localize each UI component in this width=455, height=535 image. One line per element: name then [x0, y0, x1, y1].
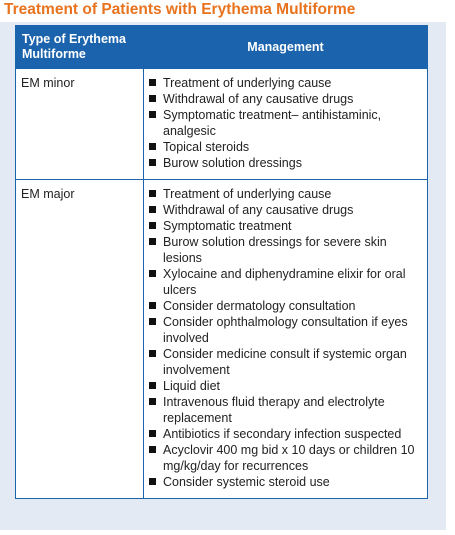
list-item: Symptomatic treatment	[149, 218, 422, 234]
management-cell	[144, 69, 428, 180]
list-item: Consider ophthalmology consultation if eyes involved	[149, 314, 422, 346]
type-cell	[16, 180, 144, 499]
type-label: EM major	[21, 187, 75, 201]
list-item: Burow solution dressings	[149, 155, 422, 171]
header-type-label: Type of Erythema Multiforme	[22, 32, 126, 61]
header-type	[16, 26, 144, 69]
management-list	[149, 186, 422, 490]
list-item: Treatment of underlying cause	[149, 75, 422, 91]
type-label: EM minor	[21, 76, 75, 90]
management-table	[15, 25, 428, 499]
management-cell	[144, 180, 428, 499]
list-item: Consider dermatology consultation	[149, 298, 422, 314]
table-header-row	[16, 26, 428, 69]
table-row-em-major	[16, 180, 428, 499]
header-management-label: Management	[247, 39, 324, 54]
list-item: Acyclovir 400 mg bid x 10 days or children 10 mg/kg/day for recurrences	[149, 442, 422, 474]
list-item: Intravenous fluid therapy and electrolyte replacement	[149, 394, 422, 426]
list-item: Xylocaine and diphenydramine elixir for oral ulcers	[149, 266, 422, 298]
list-item: Liquid diet	[149, 378, 422, 394]
table-row-em-minor	[16, 69, 428, 180]
management-list	[149, 75, 422, 171]
list-item: Withdrawal of any causative drugs	[149, 91, 422, 107]
list-item: Antibiotics if secondary infection suspected	[149, 426, 422, 442]
list-item: Withdrawal of any causative drugs	[149, 202, 422, 218]
list-item: Consider medicine consult if systemic organ involvement	[149, 346, 422, 378]
header-management	[144, 26, 428, 69]
list-item: Consider systemic steroid use	[149, 474, 422, 490]
type-cell	[16, 69, 144, 180]
page-title: Treatment of Patients with Erythema Multiforme	[4, 1, 356, 18]
list-item: Burow solution dressings for severe skin lesions	[149, 234, 422, 266]
list-item: Treatment of underlying cause	[149, 186, 422, 202]
list-item: Symptomatic treatment– antihistaminic, analgesic	[149, 107, 422, 139]
list-item: Topical steroids	[149, 139, 422, 155]
